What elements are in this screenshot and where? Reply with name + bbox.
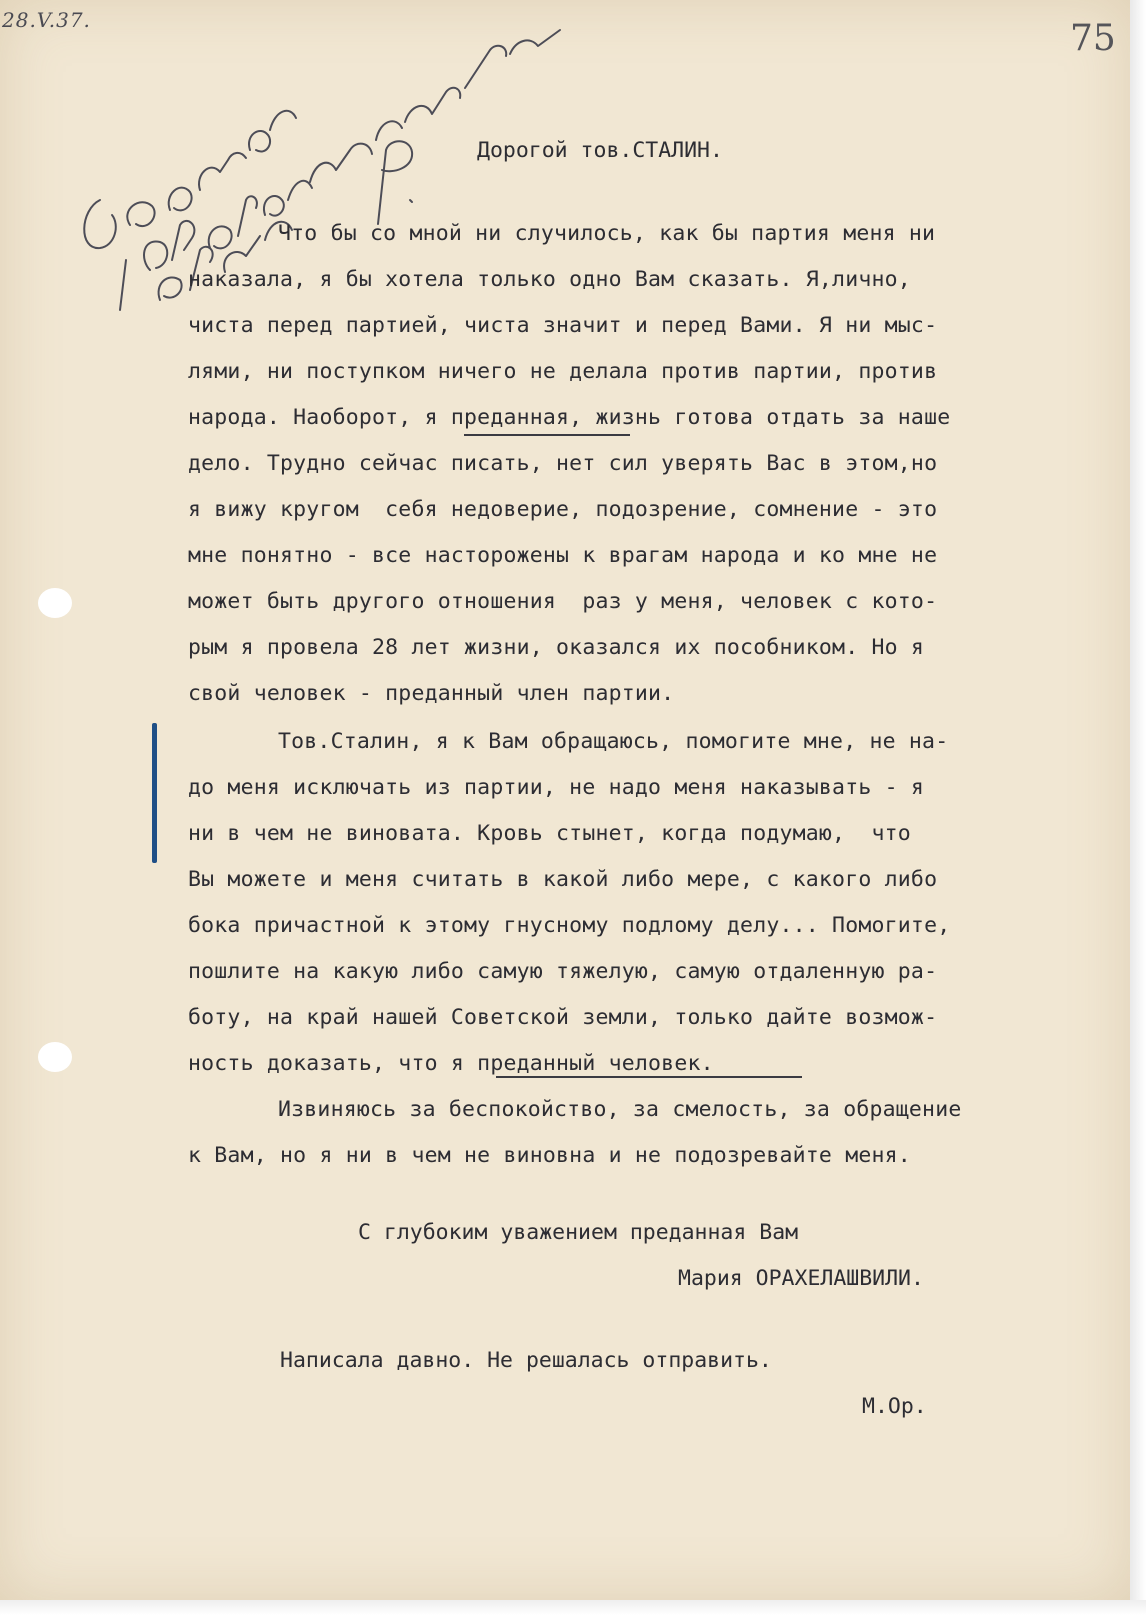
text-line: к Вам, но я ни в чем не виновна и не подозревайте меня. — [188, 1143, 911, 1168]
handwritten-page-number: 75 — [1070, 18, 1116, 59]
scan-edge-right — [1130, 0, 1146, 1615]
text-line: мне понятно - все насторожены к врагам народа и ко мне не — [188, 543, 938, 568]
text-line: дело. Трудно сейчас писать, нет сил уверять Вас в этом,но — [188, 451, 938, 476]
text-line: пошлите на какую либо самую тяжелую, самую отдаленную ра- — [188, 959, 938, 984]
text-line: боту, на край нашей Советской земли, только дайте возмож- — [188, 1005, 938, 1030]
scan-edge-bottom — [0, 1600, 1146, 1615]
text-line: Тов.Сталин, я к Вам обращаюсь, помогите мне, не на- — [278, 729, 949, 754]
text-line: наказала, я бы хотела только одно Вам сказать. Я,лично, — [188, 267, 911, 292]
text-line: Что бы со мной ни случилось, как бы партия меня ни — [278, 221, 936, 246]
letter-closing: С глубоким уважением преданная Вам — [358, 1220, 799, 1245]
text-line: до меня исключать из партии, не надо меня наказывать - я — [188, 775, 925, 800]
margin-emphasis-line — [152, 723, 157, 863]
punch-hole-upper — [38, 588, 72, 618]
text-line: народа. Наоборот, я преданная, жизнь готова отдать за наше — [188, 405, 951, 430]
letter-postscript: Написала давно. Не решалась отправить. — [280, 1348, 772, 1373]
letter-salutation: Дорогой тов.СТАЛИН. — [477, 138, 723, 163]
punch-hole-lower — [38, 1042, 72, 1072]
text-line: чиста перед партией, чиста значит и перед Вами. Я ни мыс- — [188, 313, 938, 338]
text-line: бока причастной к этому гнусному подлому делу... Помогите, — [188, 913, 951, 938]
text-line: я вижу кругом себя недоверие, подозрение, сомнение - это — [188, 497, 938, 522]
text-line: лями, ни поступком ничего не делала против партии, против — [188, 359, 938, 384]
text-line: Вы можете и меня считать в какой либо мере, с какого либо — [188, 867, 938, 892]
text-line: ни в чем не виновата. Кровь стынет, когда подумаю, что — [188, 821, 911, 846]
letter-signature: Мария ОРАХЕЛАШВИЛИ. — [678, 1266, 924, 1291]
text-line: может быть другого отношения раз у меня, человек с кото- — [188, 589, 938, 614]
text-line: рым я провела 28 лет жизни, оказался их пособником. Но я — [188, 635, 925, 660]
text-line: свой человек - преданный член партии. — [188, 681, 675, 706]
underline-mark — [464, 434, 630, 436]
text-line: ность доказать, что я преданный человек. — [188, 1051, 714, 1076]
underline-mark — [496, 1076, 802, 1078]
letter-initials: М.Ор. — [862, 1394, 927, 1419]
text-line: Извиняюсь за беспокойство, за смелость, за обращение — [278, 1097, 962, 1122]
handwritten-date: 28.V.37. — [2, 8, 91, 32]
